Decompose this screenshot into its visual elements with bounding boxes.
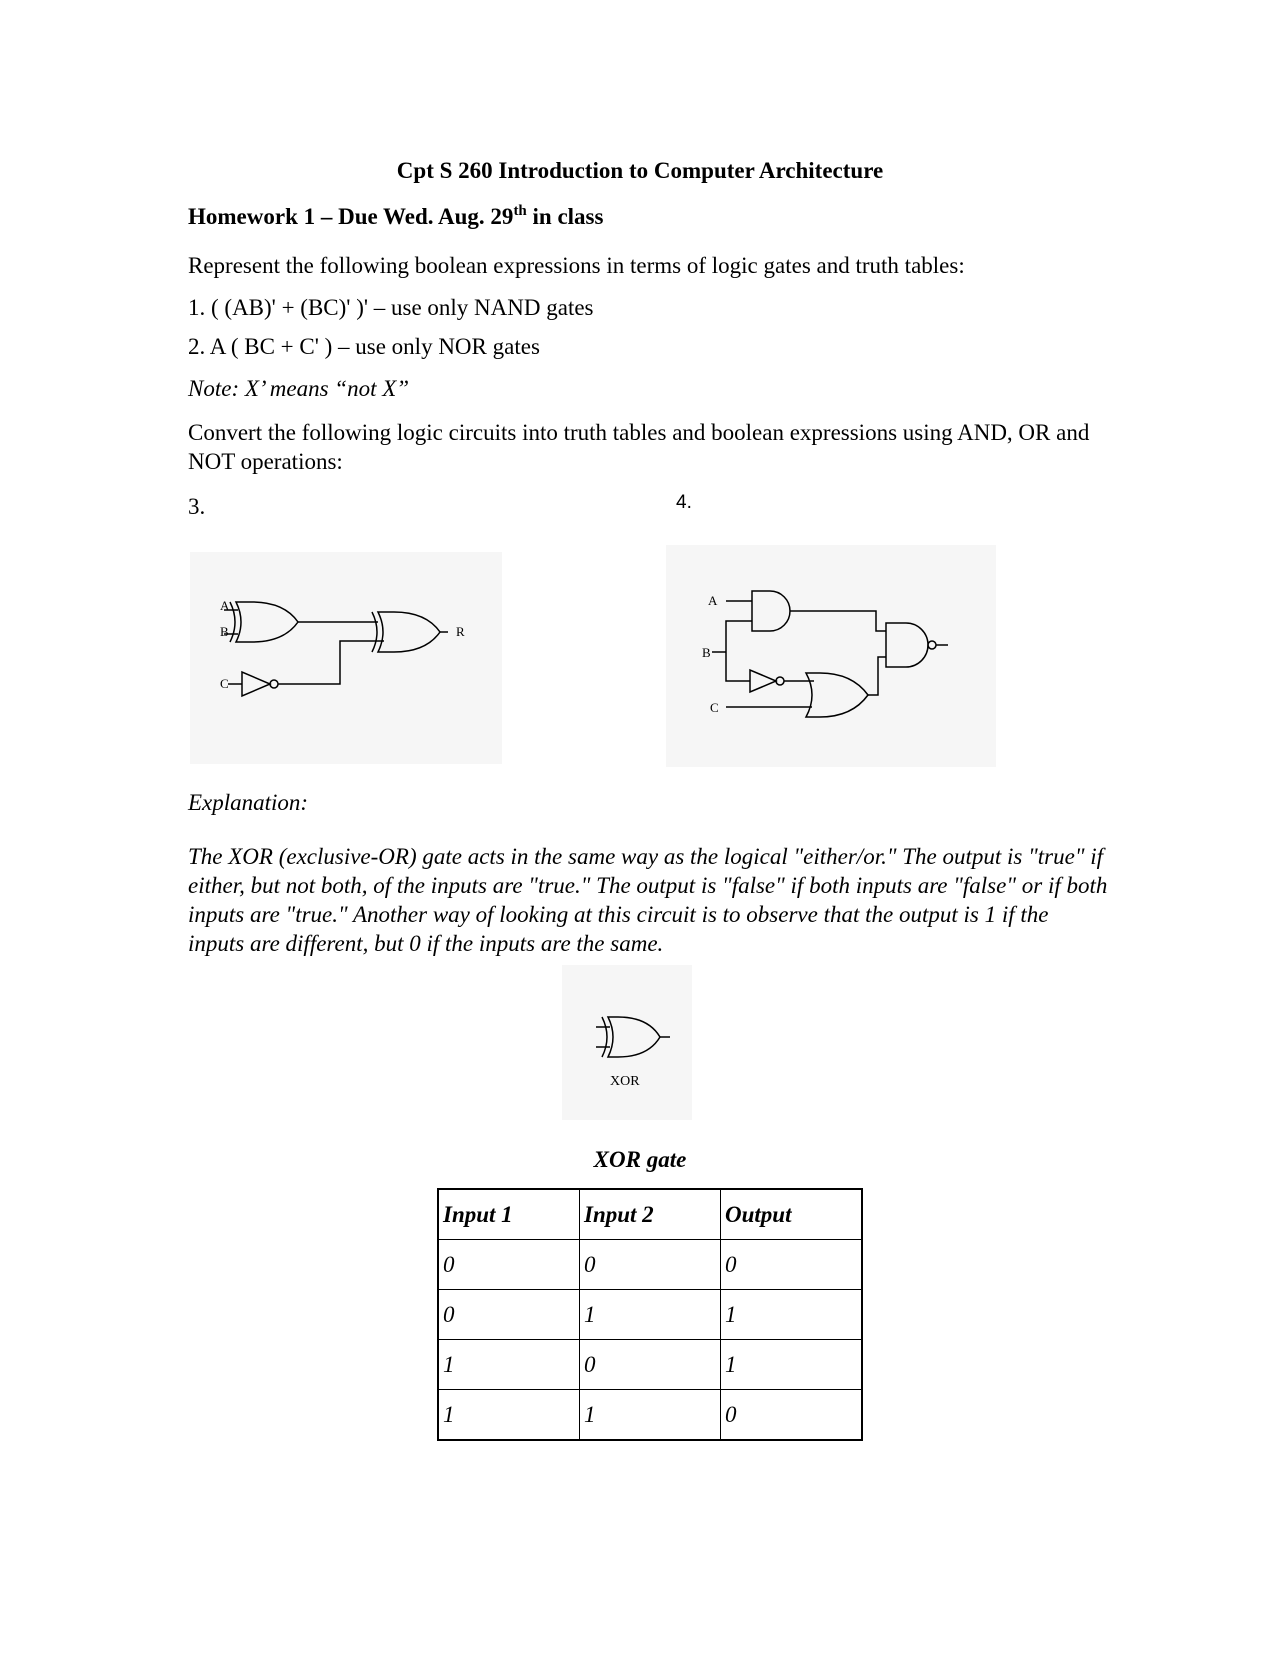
problem-2: 2. A ( BC + C' ) – use only NOR gates <box>188 334 540 359</box>
table-cell: 0 <box>721 1390 863 1441</box>
explanation-body: The XOR (exclusive-OR) gate acts in the same way as the logical "either/or." The output is "true" if either, but not both, of the inputs are "true." The output is "false" if both inputs are "false" or if both inputs are "true." Another way of looking at this circuit is to observe that the output is 1 if the inputs are different, but 0 if the inputs are the same. <box>188 844 1108 956</box>
not-gate <box>242 672 270 696</box>
circuit-4-diagram <box>666 545 996 767</box>
and-gate <box>752 591 790 631</box>
header-output: Output <box>721 1189 863 1240</box>
c4-input-c: C <box>710 700 719 715</box>
xor-truth-table <box>437 1188 863 1441</box>
c4-input-a: A <box>708 593 718 608</box>
xor-gate-2 <box>372 612 377 652</box>
circuit-3-diagram <box>190 552 502 764</box>
table-cell: 1 <box>438 1390 580 1441</box>
c3-output-r: R <box>456 624 465 639</box>
table-cell: 0 <box>438 1290 580 1340</box>
homework-tail: in class <box>526 204 604 229</box>
page-title: Cpt S 260 Introduction to Computer Architecture <box>396 158 884 183</box>
table-row <box>438 1390 862 1441</box>
problem-3-label: 3. <box>188 494 206 519</box>
table-caption: XOR gate <box>593 1147 687 1172</box>
homework-main: Homework 1 – Due Wed. Aug. 29 <box>188 204 514 229</box>
c3-input-c: C <box>220 676 229 691</box>
table-row <box>438 1340 862 1390</box>
table-row <box>438 1290 862 1340</box>
table-header-row <box>438 1189 862 1240</box>
table-cell: 0 <box>721 1240 863 1290</box>
xor-symbol-label: XOR <box>610 1074 640 1089</box>
problem-4-label: 4. <box>676 492 692 513</box>
header-input-2: Input 2 <box>580 1189 721 1240</box>
c3-input-b: B <box>220 624 229 639</box>
table-cell: 1 <box>721 1340 863 1390</box>
explanation-heading: Explanation: <box>188 790 309 815</box>
intro-text: Represent the following boolean expressions in terms of logic gates and truth tables: <box>188 253 965 278</box>
homework-sup: th <box>513 203 527 219</box>
note-text: Note: X’ means “not X” <box>188 376 410 401</box>
homework-heading <box>188 204 603 230</box>
not-gate <box>750 670 776 692</box>
table-row <box>438 1240 862 1290</box>
table-cell: 1 <box>721 1290 863 1340</box>
table-cell: 0 <box>438 1240 580 1290</box>
table-cell: 0 <box>580 1240 721 1290</box>
xor-symbol <box>562 965 692 1120</box>
or-gate <box>806 673 868 717</box>
table-cell: 1 <box>438 1340 580 1390</box>
table-cell: 1 <box>580 1290 721 1340</box>
c3-input-a: A <box>220 598 230 613</box>
table-cell: 0 <box>580 1340 721 1390</box>
c4-input-b: B <box>702 645 711 660</box>
problem-1: 1. ( (AB)' + (BC)' )' – use only NAND gates <box>188 295 594 320</box>
xor-gate-1 <box>230 602 235 642</box>
table-cell: 1 <box>580 1390 721 1441</box>
header-input-1: Input 1 <box>438 1189 580 1240</box>
nand-gate <box>886 623 928 667</box>
convert-text: Convert the following logic circuits into truth tables and boolean expressions using AND, OR and NOT operations: <box>188 420 1090 474</box>
